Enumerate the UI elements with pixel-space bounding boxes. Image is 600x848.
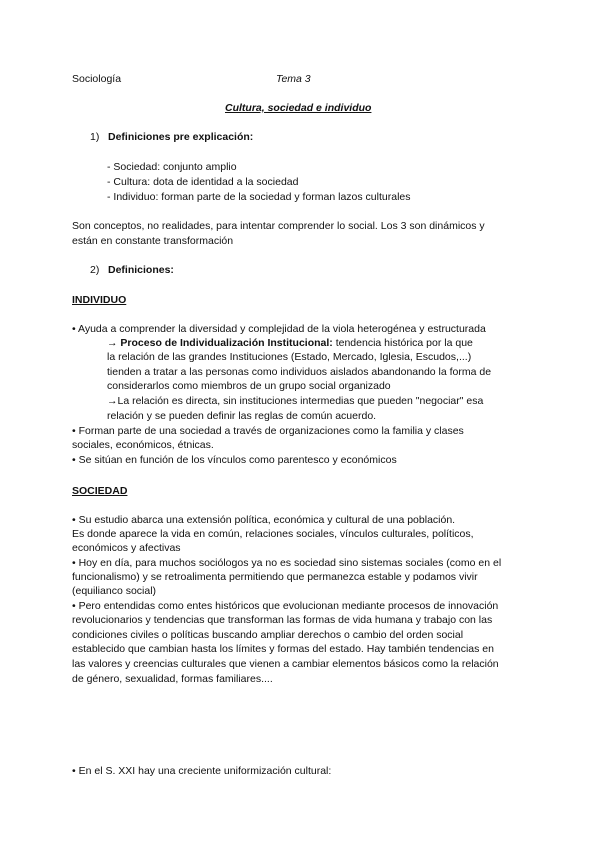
paragraph-line: la relación de las grandes Instituciones (Estado, Mercado, Iglesia, Escudos,...) [107,351,472,363]
proceso-line [107,337,473,350]
page-title: Cultura, sociedad e individuo [225,102,372,114]
section2-heading: Definiciones: [108,264,174,276]
definition-item: - Cultura: dota de identidad a la sociedad [107,176,299,188]
paragraph-line: funcionalismo) y se retroalimenta permitiendo que permanezca estable y podamos vivir [72,571,478,583]
definition-item: - Individuo: forman parte de la sociedad y forman lazos culturales [107,191,411,203]
section1-heading: Definiciones pre explicación: [108,131,254,143]
paragraph-line: de género, sexualidad, formas familiares.... [72,673,273,685]
paragraph-line: Son conceptos, no realidades, para intentar comprender lo social. Los 3 son dinámicos y [72,220,485,232]
paragraph-line: considerarlos como miembros de un grupo social organizado [107,380,391,392]
paragraph-line: • Hoy en día, para muchos sociólogos ya no es sociedad sino sistemas sociales (como en el [72,557,502,569]
arrow-icon: → [107,337,121,349]
paragraph-line: • Su estudio abarca una extensión política, económica y cultural de una población. [72,514,456,526]
proceso-term: Proceso de Individualización Institucional: [120,337,333,349]
paragraph-line: • En el S. XXI hay una creciente uniformización cultural: [72,765,332,777]
paragraph-line: establecido que cambian hasta los límites y formas del estado. Hay también tendencias en [72,643,494,655]
paragraph-line: tienden a tratar a las personas como individuos aislados abandonando la forma de [107,366,492,378]
paragraph-line: revolucionarios y tendencias que transforman las formas de vida humana y trabajo con las [72,614,493,626]
paragraph-line: →La relación es directa, sin instituciones intermedias que pueden "negociar" esa [107,395,484,407]
paragraph-line: están en constante transformación [72,235,234,247]
section2-number: 2) [90,264,100,276]
paragraph-line: relación y se pueden definir las reglas de común acuerdo. [107,410,377,422]
sociedad-heading: SOCIEDAD [72,485,128,497]
paragraph-line: • Se sitúan en función de los vínculos como parentesco y económicos [72,454,397,466]
header-topic: Tema 3 [276,73,311,85]
proceso-definition: tendencia histórica por la que [332,337,473,349]
paragraph-line: • Forman parte de una sociedad a través de organizaciones como la familia y clases [72,425,464,437]
header-subject: Sociología [72,73,122,85]
paragraph-line: sociales, económicos, étnicas. [72,439,214,451]
paragraph-line: Es donde aparece la vida en común, relaciones sociales, vínculos culturales, políticos, [72,528,474,540]
paragraph-line: • Pero entendidas como entes históricos que evolucionan mediante procesos de innovación [72,600,499,612]
paragraph-line: económicos y afectivas [72,542,181,554]
definition-item: - Sociedad: conjunto amplio [107,161,237,173]
paragraph-line: (equilianco social) [72,585,157,597]
paragraph-line: • Ayuda a comprender la diversidad y complejidad de la viola heterogénea y estructurada [72,323,486,335]
individuo-heading: INDIVIDUO [72,294,127,306]
paragraph-line: las valores y creencias culturales que vienen a cambiar elementos básicos como la relación [72,658,499,670]
paragraph-line: condiciones civiles o políticas buscando ampliar derechos o cambio del orden social [72,629,464,641]
section1-number: 1) [90,131,100,143]
